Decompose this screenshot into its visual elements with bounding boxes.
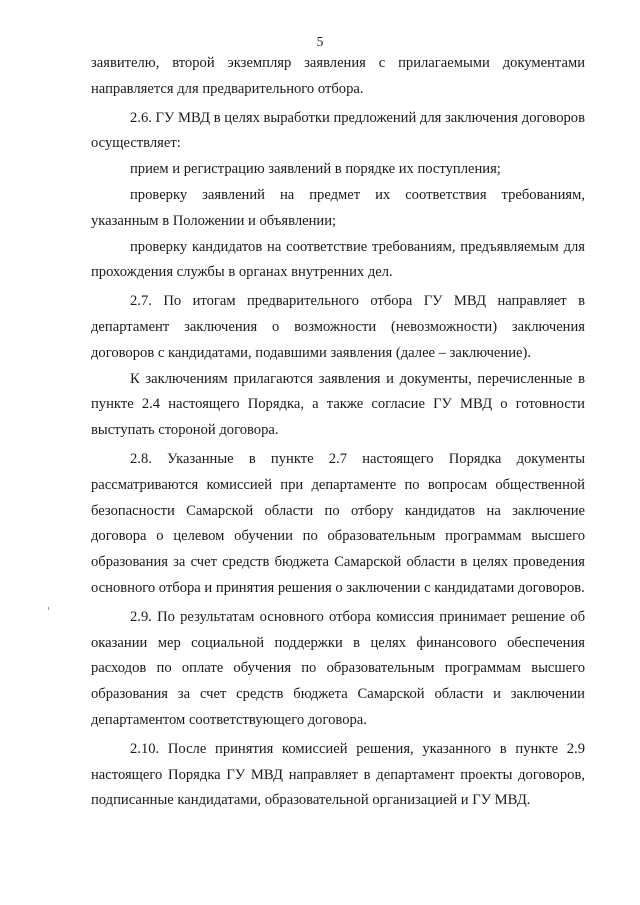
paragraph-2-6: 2.6. ГУ МВД в целях выработки предложений для заключения договоров осуществляет: — [91, 109, 585, 152]
paragraph-2-7: 2.7. По итогам предварительного отбора ГУ МВД направляет в департамент заключения о возможности (невозможности) заключения договоров с кандидатами, подавшими заявления (далее – заключение). — [91, 293, 585, 361]
paragraph-2-8: 2.8. Указанные в пункте 2.7 настоящего Порядка документы рассматриваются комиссией при департаменте по вопросам общественной безопасности Самарской области по отбору кандидатов на заключение договора о целевом обучении по образовательным программам высшего образования за счет средств бюджета Самарской области в целях проведения основного отбора и принятия решения о заключении с кандидатами договоров. — [91, 450, 585, 596]
list-item-reception: прием и регистрацию заявлений в порядке их поступления; — [130, 161, 501, 178]
list-item-check-applications: проверку заявлений на предмет их соответствия требованиям, указанным в Положении и объявлении; — [91, 186, 585, 229]
paragraph-attachments: К заключениям прилагаются заявления и документы, перечисленные в пункте 2.4 настоящего Порядка, а также согласие ГУ МВД о готовности выступать стороной договора. — [91, 370, 585, 439]
paragraph-continuation: заявителю, второй экземпляр заявления с прилагаемыми документами направляется для предварительного отбора. — [91, 55, 585, 97]
list-item-check-candidates: проверку кандидатов на соответствие требованиям, предъявляемым для прохождения службы в органах внутренних дел. — [91, 238, 585, 281]
margin-mark — [48, 607, 49, 610]
paragraph-2-9: 2.9. По результатам основного отбора комиссия принимает решение об оказании мер социальной поддержки в целях финансового обеспечения расходов по оплате обучения по образовательным программам высшего образования за счет средств бюджета Самарской области и заключении департаментом соответствующего договора. — [91, 608, 585, 728]
document-body — [91, 51, 585, 814]
paragraph-2-10: 2.10. После принятия комиссией решения, указанного в пункте 2.9 настоящего Порядка ГУ МВД направляет в департамент проекты договоров, подписанные кандидатами, образовательной организацией и ГУ МВД. — [91, 740, 585, 809]
page-number: 5 — [316, 34, 324, 49]
